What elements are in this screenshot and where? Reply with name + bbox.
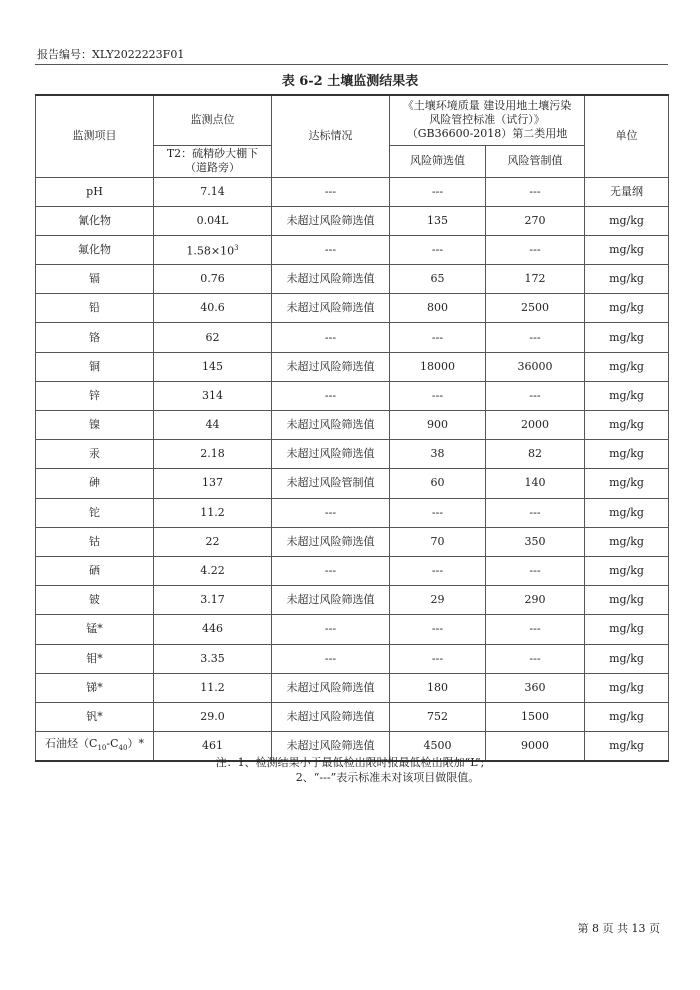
cell-value: 40.6 [154,294,272,323]
cell-screen: 752 [390,702,486,731]
cell-status: 未超过风险筛选值 [272,702,390,731]
cell-value: 11.2 [154,673,272,702]
cell-unit: mg/kg [585,323,669,352]
header-point: 监测点位 [154,95,272,145]
cell-value: 4.22 [154,556,272,585]
cell-item: 锌 [36,381,154,410]
cell-item: 氰化物 [36,206,154,235]
cell-value: 7.14 [154,177,272,206]
cell-value: 0.04L [154,206,272,235]
cell-control: --- [486,556,585,585]
cell-control: 140 [486,469,585,498]
cell-unit: mg/kg [585,732,669,762]
cell-screen: --- [390,615,486,644]
cell-unit: mg/kg [585,352,669,381]
cell-status: 未超过风险筛选值 [272,440,390,469]
cell-screen: 29 [390,586,486,615]
cell-status: 未超过风险筛选值 [272,265,390,294]
header-screen-value: 风险筛选值 [390,145,486,177]
table-row [36,673,669,702]
cell-screen: 65 [390,265,486,294]
cell-unit: mg/kg [585,206,669,235]
cell-status: 未超过风险筛选值 [272,411,390,440]
cell-screen: 4500 [390,732,486,762]
cell-control: 172 [486,265,585,294]
cell-screen: 70 [390,527,486,556]
cell-unit: mg/kg [585,615,669,644]
cell-status: --- [272,615,390,644]
table-row [36,235,669,264]
cell-screen: --- [390,381,486,410]
cell-value: 44 [154,411,272,440]
item-part: 石油烃（C [45,737,98,751]
header-standard: 《土壤环境质量 建设用地土壤污染风险管控标准（试行）》（GB36600-2018）第二类用地 [390,95,585,145]
report-number: 报告编号：XLY2022223F01 [37,48,185,61]
cell-status: --- [272,644,390,673]
cell-screen: --- [390,498,486,527]
cell-value: 314 [154,381,272,410]
cell-control: 270 [486,206,585,235]
item-part: ）* [127,737,144,751]
cell-status: 未超过风险筛选值 [272,294,390,323]
table-row [36,352,669,381]
cell-status: --- [272,235,390,264]
notes [0,755,700,785]
cell-item: 硒 [36,556,154,585]
cell-status: --- [272,556,390,585]
cell-status: 未超过风险管制值 [272,469,390,498]
cell-control: 9000 [486,732,585,762]
cell-unit: 无量纲 [585,177,669,206]
table-row [36,615,669,644]
cell-screen: --- [390,556,486,585]
cell-item: 砷 [36,469,154,498]
table-row [36,586,669,615]
cell-screen: --- [390,644,486,673]
cell-control: --- [486,177,585,206]
table-row [36,644,669,673]
item-part: -C [106,737,119,751]
cell-unit: mg/kg [585,498,669,527]
cell-unit: mg/kg [585,556,669,585]
table-row [36,177,669,206]
cell-control: --- [486,644,585,673]
cell-item: 镉 [36,265,154,294]
cell-unit: mg/kg [585,265,669,294]
cell-control: 2000 [486,411,585,440]
header-status: 达标情况 [272,95,390,177]
cell-unit: mg/kg [585,411,669,440]
cell-item: 镍 [36,411,154,440]
cell-control: 360 [486,673,585,702]
header-unit: 单位 [585,95,669,177]
cell-control: --- [486,381,585,410]
cell-value: 461 [154,732,272,762]
header-point-name: T2：硫精砂大棚下（道路旁） [154,145,272,177]
table-row [36,323,669,352]
table-row [36,206,669,235]
cell-control: 2500 [486,294,585,323]
cell-item: 氟化物 [36,235,154,264]
cell-value: 62 [154,323,272,352]
cell-value: 3.17 [154,586,272,615]
cell-control: --- [486,498,585,527]
cell-status: --- [272,323,390,352]
cell-unit: mg/kg [585,469,669,498]
table-row [36,294,669,323]
cell-screen: 18000 [390,352,486,381]
cell-status: 未超过风险筛选值 [272,673,390,702]
cell-item: 锰* [36,615,154,644]
cell-item: pH [36,177,154,206]
table-row [36,527,669,556]
cell-unit: mg/kg [585,644,669,673]
cell-item: 钒* [36,702,154,731]
cell-screen: 38 [390,440,486,469]
header-rule [35,64,668,65]
cell-item: 铊 [36,498,154,527]
cell-value: 29.0 [154,702,272,731]
cell-control: 82 [486,440,585,469]
note-1: 注：1、检测结果小于最低检出限时报最低检出限加“L”; [215,756,485,769]
cell-item: 铜 [36,352,154,381]
cell-value: 0.76 [154,265,272,294]
cell-control: --- [486,323,585,352]
cell-control: 350 [486,527,585,556]
table-row [36,381,669,410]
cell-item: 铅 [36,294,154,323]
cell-item: 铍 [36,586,154,615]
cell-unit: mg/kg [585,702,669,731]
cell-status: 未超过风险筛选值 [272,352,390,381]
cell-control: --- [486,235,585,264]
cell-status: --- [272,498,390,527]
cell-item: 锑* [36,673,154,702]
cell-value: $1.58\times 10^3$ [154,235,272,264]
table-row [36,498,669,527]
table-row [36,469,669,498]
table-row [36,411,669,440]
page-number: 第 8 页 共 13 页 [577,922,660,935]
cell-control: 1500 [486,702,585,731]
cell-status: --- [272,177,390,206]
cell-item: 钼* [36,644,154,673]
cell-value: 2.18 [154,440,272,469]
cell-control: --- [486,615,585,644]
header-item: 监测项目 [36,95,154,177]
cell-item: 汞 [36,440,154,469]
cell-screen: --- [390,235,486,264]
item-part: 10 [97,744,107,753]
cell-value: 145 [154,352,272,381]
cell-value: 3.35 [154,644,272,673]
cell-status: 未超过风险筛选值 [272,527,390,556]
cell-unit: mg/kg [585,235,669,264]
cell-unit: mg/kg [585,294,669,323]
cell-screen: 135 [390,206,486,235]
header-control-value: 风险管制值 [486,145,585,177]
table-row [36,556,669,585]
cell-value: 22 [154,527,272,556]
cell-screen: --- [390,177,486,206]
cell-status: 未超过风险筛选值 [272,206,390,235]
cell-control: 36000 [486,352,585,381]
note-2: 2、“---”表示标准未对该项目做限值。 [295,771,480,784]
cell-unit: mg/kg [585,586,669,615]
cell-value: 446 [154,615,272,644]
cell-screen: 180 [390,673,486,702]
cell-control: 290 [486,586,585,615]
cell-value: 11.2 [154,498,272,527]
cell-unit: mg/kg [585,527,669,556]
item-part: 40 [118,744,128,753]
cell-screen: 900 [390,411,486,440]
cell-unit: mg/kg [585,381,669,410]
cell-unit: mg/kg [585,440,669,469]
cell-status: --- [272,381,390,410]
cell-status: 未超过风险筛选值 [272,586,390,615]
cell-screen: --- [390,323,486,352]
cell-value: 137 [154,469,272,498]
table-title: 表 6-2 土壤监测结果表 [281,74,419,89]
cell-item: 铬 [36,323,154,352]
soil-monitoring-table [35,94,669,762]
cell-status: 未超过风险筛选值 [272,732,390,762]
cell-screen: 60 [390,469,486,498]
cell-unit: mg/kg [585,673,669,702]
table-row [36,702,669,731]
cell-screen: 800 [390,294,486,323]
table-row [36,440,669,469]
cell-item: 钴 [36,527,154,556]
exponent: 3 [234,244,239,253]
table-row [36,265,669,294]
